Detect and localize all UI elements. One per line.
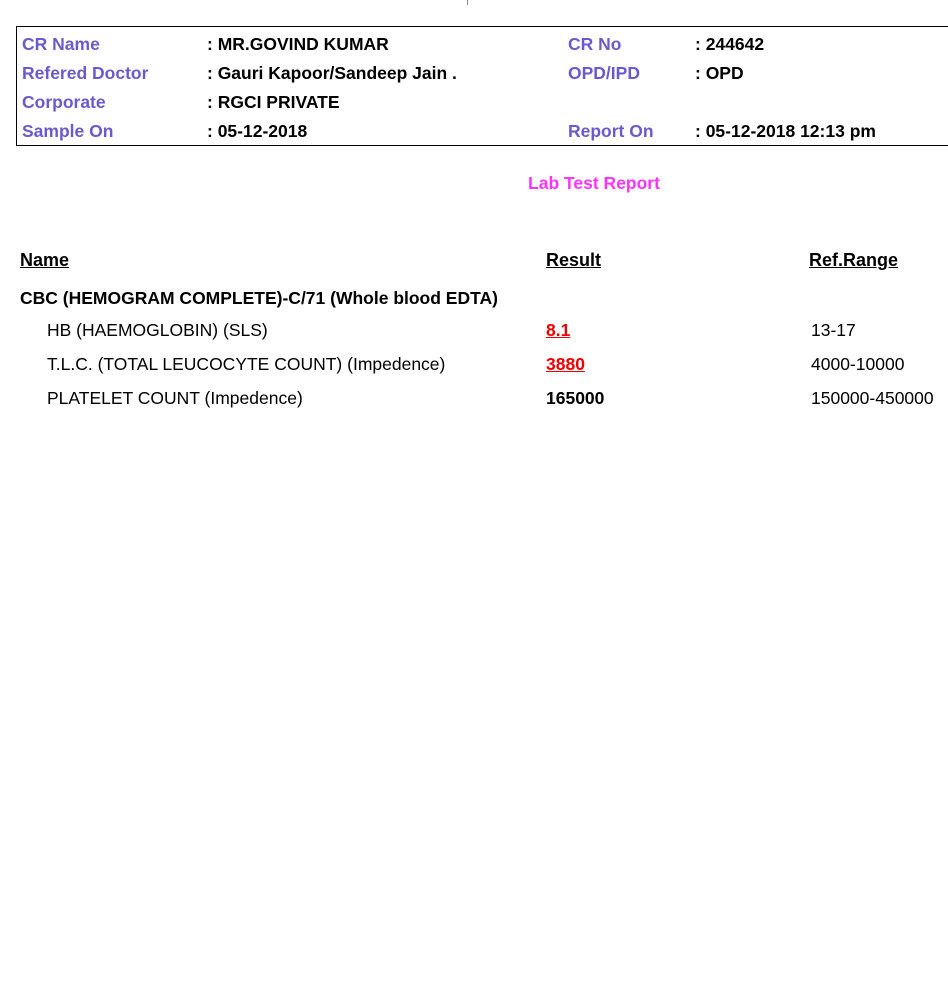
cr-no-label: CR No <box>568 34 622 54</box>
report-on-value: : 05-12-2018 12:13 pm <box>695 121 876 141</box>
cr-name-value: : MR.GOVIND KUMAR <box>207 34 389 54</box>
sample-on-label: Sample On <box>22 121 114 141</box>
opd-ipd-label: OPD/IPD <box>568 63 640 83</box>
test-result: 8.1 <box>546 320 571 340</box>
test-name: T.L.C. (TOTAL LEUCOCYTE COUNT) (Impedence) <box>47 354 446 374</box>
patient-row-cr <box>17 30 948 59</box>
test-result: 3880 <box>546 354 585 374</box>
test-name: PLATELET COUNT (Impedence) <box>47 388 303 408</box>
test-result: 165000 <box>546 388 605 408</box>
test-group-title: CBC (HEMOGRAM COMPLETE)-C/71 (Whole blood EDTA) <box>20 288 498 308</box>
patient-row-doctor <box>17 59 948 88</box>
test-name: HB (HAEMOGLOBIN) (SLS) <box>47 320 268 340</box>
test-row <box>0 320 948 344</box>
opd-ipd-value: : OPD <box>695 63 744 83</box>
patient-row-corporate <box>17 88 948 117</box>
report-title: Lab Test Report <box>528 173 660 193</box>
corporate-value: : RGCI PRIVATE <box>207 92 340 112</box>
column-header-result: Result <box>546 250 602 270</box>
sample-on-value: : 05-12-2018 <box>207 121 308 141</box>
test-row <box>0 354 948 378</box>
report-on-label: Report On <box>568 121 654 141</box>
cr-no-value: : 244642 <box>695 34 765 54</box>
test-ref-range: 13-17 <box>811 320 856 340</box>
referred-doctor-value: : Gauri Kapoor/Sandeep Jain . <box>207 63 457 83</box>
referred-doctor-label: Refered Doctor <box>22 63 149 83</box>
column-header-name: Name <box>20 250 70 270</box>
cr-name-label: CR Name <box>22 34 100 54</box>
test-ref-range: 4000-10000 <box>811 354 905 374</box>
corporate-label: Corporate <box>22 92 106 112</box>
page-tick-mark <box>467 0 468 5</box>
test-ref-range: 150000-450000 <box>811 388 934 408</box>
patient-row-dates <box>17 117 948 146</box>
test-row <box>0 388 948 412</box>
patient-info-box <box>16 26 948 146</box>
column-header-ref-range: Ref.Range <box>809 250 899 270</box>
